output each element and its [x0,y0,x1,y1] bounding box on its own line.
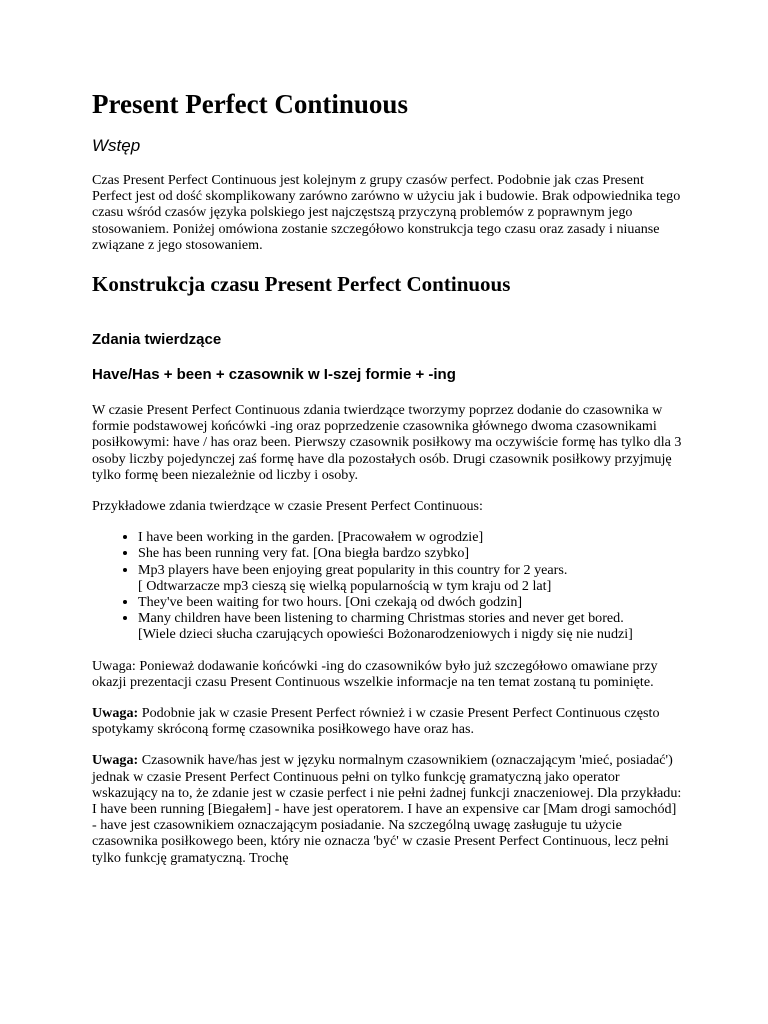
example-en: She has been running very fat. [Ona biegła bardzo szybko] [138,545,470,562]
examples-intro: Przykładowe zdania twierdzące w czasie Present Perfect Continuous: [92,498,483,515]
formula-heading: Have/Has + been + czasownik w I-szej formie + -ing [92,366,456,384]
construction-paragraph: W czasie Present Perfect Continuous zdania twierdzące tworzymy poprzez dodanie do czasownika w formie podstawowej końcówki -ing oraz poprzedzenie czasownika głównego dwoma czasownikami posiłkowymi: have / has oraz been. Pierwszy czasownik posiłkowy ma oczywiście formę has tylko dla 3 osoby liczby pojedynczej zaś formę have dla pozostałych osób. Drugi czasownik posiłkowy przyjmuję tylko formę been niezależnie od liczby i osoby. [92,402,682,483]
note-text: Czasownik have/has jest w języku normalnym czasownikiem (oznaczającym 'mieć, posiadać') jednak w czasie Present Perfect Continuous pełni on tylko funkcję gramatyczną jako operator wskazujący na to, że zdanie jest w czasie perfect i nie pełni żadnej funkcji znaczeniowej. Dla przykładu: I have been running [Biegałem] - have jest operatorem. I have an expensive car [Mam drogi samochód] - have jest czasownikiem oznaczającym posiadanie. Na szczególną uwagę zasługuje tu użycie czasownika posiłkowego been, który nie oznacza 'być' w czasie Present Perfect Continuous, lecz pełni tylko funkcję gramatyczną. Trochę [92,752,682,866]
example-pl: [ Odtwarzacze mp3 cieszą się wielką popularnością w tym kraju od 2 lat] [138,577,552,594]
page-title: Present Perfect Continuous [92,89,408,119]
example-en: I have been working in the garden. [Pracowałem w ogrodzie] [138,529,484,546]
intro-heading: Wstęp [92,136,141,155]
note-label: Uwaga: [92,705,139,722]
list-item [138,594,682,610]
example-pl: [Wiele dzieci słucha czarujących opowieści Bożonarodzeniowych i nigdy się nie nudzi] [138,626,633,643]
list-item [138,610,682,642]
document-page [92,88,682,866]
example-en: Mp3 players have been enjoying great popularity in this country for 2 years. [138,561,568,578]
list-item [138,562,682,594]
note-short-form [92,705,682,737]
section-heading: Konstrukcja czasu Present Perfect Continuous [92,272,511,297]
note-ing: Uwaga: Ponieważ dodawanie końcówki -ing do czasowników było już szczegółowo omawiane przy okazji prezentacji czasu Present Continuous wszelkie informacje na ten temat zostaną tu pominięte. [92,657,658,690]
list-item [138,529,682,545]
intro-paragraph: Czas Present Perfect Continuous jest kolejnym z grupy czasów perfect. Podobnie jak czas Present Perfect jest od dość skomplikowany zarówno zarówno w użyciu jak i budowie. Brak odpowiednika tego czasu wśród czasów języka polskiego jest najczęstszą przyczyną problemów z poprawnym jego stosowaniem. Poniżej omówiona zostanie szczegółowo konstrukcja tego czasu oraz zasady i niuanse związane z jego stosowaniem. [92,172,681,253]
examples-list [92,529,682,642]
list-item [138,545,682,561]
example-en: They've been waiting for two hours. [Oni czekają od dwóch godzin] [138,594,523,611]
subheading-affirmative: Zdania twierdzące [92,331,222,349]
note-label: Uwaga: [92,752,139,769]
note-text: Podobnie jak w czasie Present Perfect również i w czasie Present Perfect Continuous często spotykamy skróconą formę czasownika posiłkowego have oraz has. [92,705,660,738]
example-en: Many children have been listening to charming Christmas stories and never get bored. [138,610,624,627]
note-operator [92,752,682,865]
